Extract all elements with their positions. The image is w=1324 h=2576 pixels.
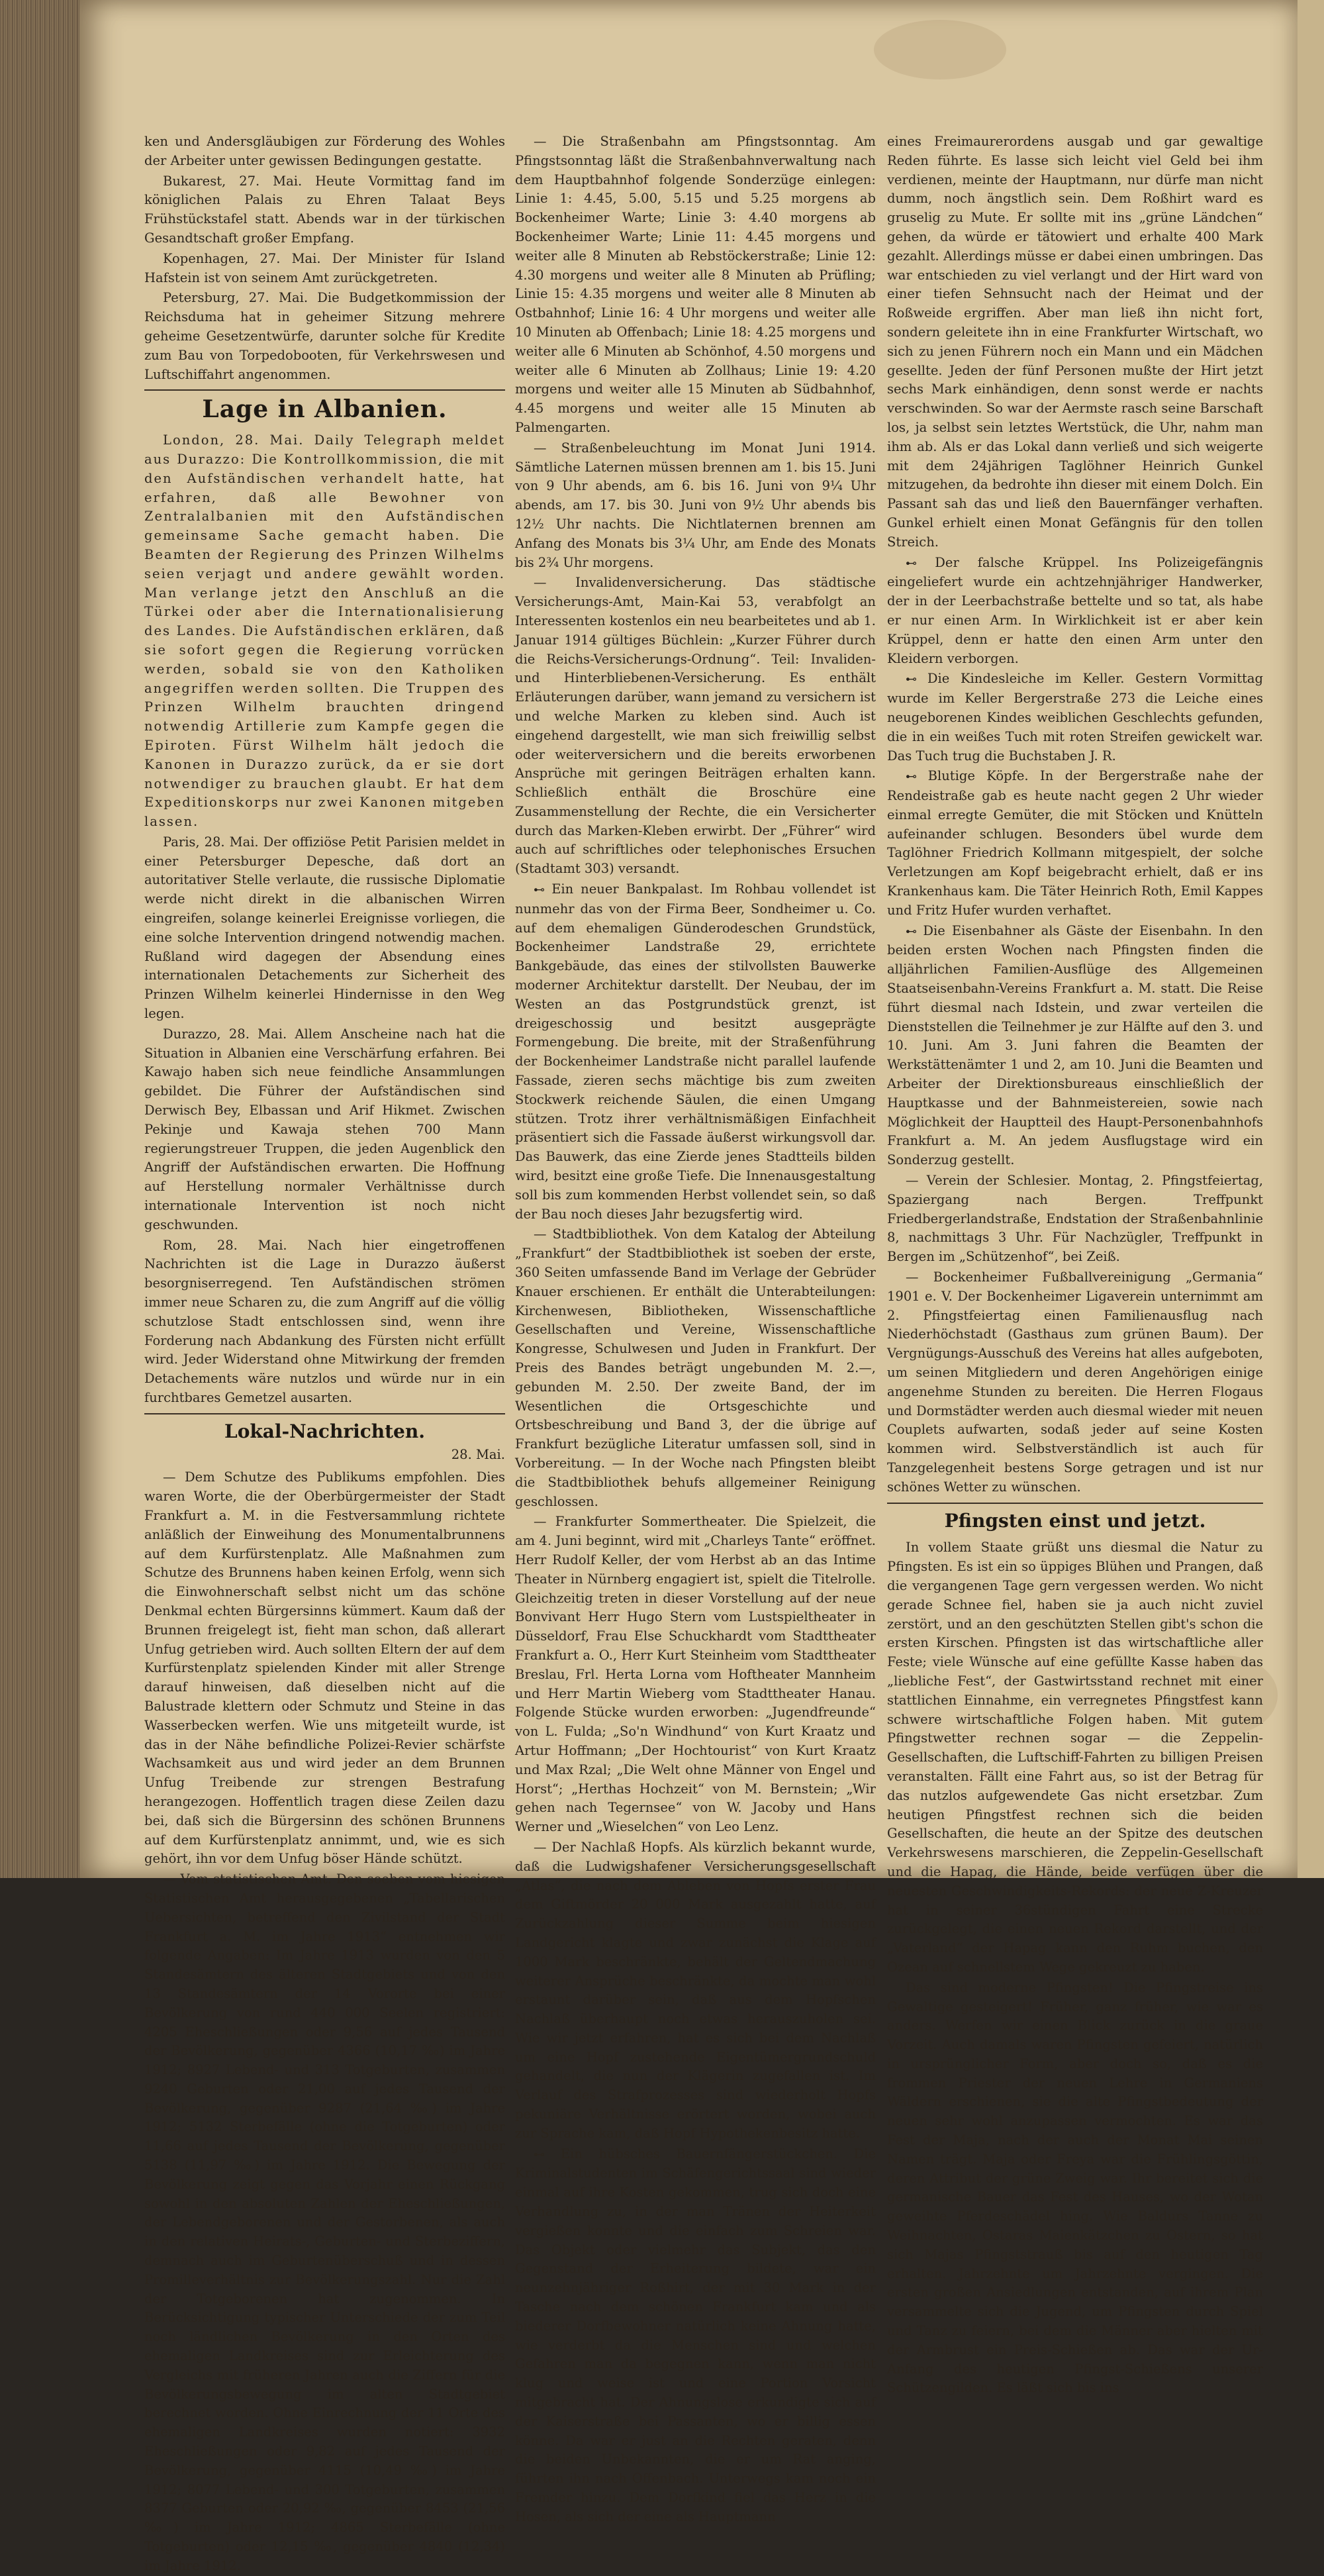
- book-volume-edge: [0, 0, 93, 1878]
- section-divider: [887, 1503, 1263, 1504]
- article-bankpalast: ⊷ Ein neuer Bankpalast. Im Rohbau vollendet ist nunmehr das von der Firma Beer, Sondheimer u. Co. auf dem ehemaligen Günderodeschen Grundstück, Bockenheimer Landstraße 29, errichtete Bankgebäude, das eines der stilvollsten Bauwerke moderner Architektur darstellt. Der Neubau, der im Westen an das Postgrundstück grenzt, ist dreigeschossig und besitzt ausgeprägte Formengebung. Die breite, mit der Straßenführung der Bockenheimer Landstraße nicht parallel laufende Fassade, zieren sechs mächtige bis zum zweiten Stockwerk reichende Säulen, die einen Umgang stützen. Trotz ihrer verhältnismäßigen Einfachheit präsentiert sich die Fassade äußerst wirkungsvoll dar. Das Bauwerk, das eine Zierde jenes Stadtteils bilden wird, besitzt eine große Tiefe. Die Innenausgestaltung soll bis zum kommenden Herbst vollendet sein, so daß der Bau noch dieses Jahr bezugsfertig wird.: [515, 881, 876, 1222]
- bullet-arrow-icon: ⊷: [906, 556, 935, 570]
- article-nachlass-hopf: — Der Nachlaß Hopfs. Als kürzlich bekannt wurde, daß die Ludwigshafener Versicherungsgesellschaft „Atlas“, die nach dem Ableben von Hopfs erster Frau dem Giftmörder 20 000 Mark ausgezahlt hatte, auf Zurückzahlung dieser Summe beim hiesigen Landgericht klagte und zwar zunächst die Klage auf 1000 Mark beschränkte, behält der Geltendmachung weiterer Ansprüche beschränkte, da mochte man wohl erstaunt darüber sein, daß aus dem Hopfschen Nachlaß überhaupt noch etwas herauszuholen sei. Wie wir jetzt erfahren, hat es sich bei dem Nachlaß um eine Hopf zustehende Eigentümergrundschuld gehandelt, die nun der Klägerin zugefallen ist. Im Verlauf des Strafprozesses sind wiederholt Hopfs pekuniäre Verhältnisse erörtert worden, wobei auch zur Sprache kam, daß Hopf Hypothekenbesitz hatte.: [515, 1839, 876, 2141]
- bullet-arrow-icon: ⊷: [534, 2148, 561, 2161]
- news-bukarest: Bukarest, 27. Mai. Heute Vormittag fand im königlichen Palais zu Ehren Talaat Beys Frühstückstafel statt. Abends war in der türkischen Gesandtschaft großer Empfang.: [144, 173, 505, 246]
- bullet-arrow-icon: ⊷: [906, 770, 928, 784]
- article-blutige-koepfe: ⊷ Blutige Köpfe. In der Bergerstraße nahe der Rendeistraße gab es heute nacht gegen 2 Uhr wieder einmal erregte Gemüter, die mit Stöcken und Knütteln aufeinander schlugen. Besonders übel wurde dem Taglöhner Friedrich Kollmann mitgespielt, der solche Verletzungen am Kopf beigebracht erhielt, daß er ins Krankenhaus kam. Die Täter Heinrich Roth, Emil Kappes und Fritz Hufer wurden verhaftet.: [887, 768, 1263, 918]
- article-kindesleiche: ⊷ Die Kindesleiche im Keller. Gestern Vormittag wurde im Keller Bergerstraße 273 die Leiche eines neugeborenen Kindes weiblichen Geschlechts gefunden, die in ein weißes Tuch mit roten Streifen gewickelt war. Das Tuch trug die Buchstaben J. R.: [887, 671, 1263, 764]
- heading-lokal-nachrichten: Lokal-Nachrichten.: [224, 1420, 425, 1442]
- news-durazzo: Durazzo, 28. Mai. Allem Anscheine nach hat die Situation in Albanien eine Verschärfung erfahren. Bei Kawajo haben sich neue feindliche Ansammlungen gebildet. Die Führer der Aufständischen sind Derwisch Bey, Elbassan und Arif Hikmet. Zwischen Pekinje und Kawaja stehen 700 Mann regierungstreuer Truppen, die jeden Augenblick den Angriff der Aufständischen erwarten. Die Hoffnung auf Herstellung normaler Verhältnisse durch internationale Intervention ist noch nicht geschwunden.: [144, 1026, 505, 1232]
- column-1: [144, 132, 505, 2573]
- facing-page-edge: [1298, 0, 1324, 1878]
- news-kopenhagen: Kopenhagen, 27. Mai. Der Minister für Island Hafstein ist von seinem Amt zurückgetreten.: [144, 250, 505, 285]
- news-petersburg: Petersburg, 27. Mai. Die Budgetkommission der Reichsduma hat in geheimer Sitzung mehrere geheime Gesetzentwürfe, darunter solche für Kredite zum Bau von Torpedobooten, für Verkehrswesen und Luftschiffahrt angenommen.: [144, 290, 505, 382]
- bullet-arrow-icon: ⊷: [906, 924, 923, 938]
- article-brunnen-schutz: — Dem Schutze des Publikums empfohlen. Dies waren Worte, die der Oberbürgermeister der Stadt Frankfurt a. M. in die Festversammlung richtete anläßlich der Einweihung des Monumentalbrunnens auf dem Kurfürstenplatz. Alle Maßnahmen zum Schutze des Brunnens haben keinen Erfolg, wenn sich die Einwohnerschaft selbst nicht um das schöne Denkmal echten Bürgersinns kümmert. Kaum daß der Brunnen freigelegt ist, fieht man schon, daß allerart Unfug getrieben wird. Auch sollten Eltern der auf dem Kurfürstenplatz spielenden Kinder mit aller Strenge darauf hinweisen, daß dieselben nicht auf die Balustrade klettern oder Schmutz und Steine in das Wasserbecken werfen. Wie uns mitgeteilt wurde, ist das in der Nähe befindliche Polizei-Revier schärfste Wachsamkeit aus und wird jeder an dem Brunnen Unfug Treibende zur strengen Bestrafung herangezogen. Hoffentlich tragen diese Zeilen dazu bei, daß sich die Bürgersinn des schönen Brunnens auf dem Kurfürstenplatz annimmt, und, wie es sich gehört, ihn vor dem Unfug böser Hände schützt.: [144, 1469, 505, 1867]
- bullet-arrow-icon: ⊷: [534, 883, 552, 897]
- article-invalidenversicherung: — Invalidenversicherung. Das städtische Versicherungs-Amt, Main-Kai 53, verabfolgt an Interessenten kostenlos ein neu bearbeitetes und ab 1. Januar 1914 gültiges Büchlein: „Kurzer Führer durch die Reichs-Versicherungs-Ordnung“. Teil: Invaliden- und Hinterbliebenen-Versicherung. Es enthält Erläuterungen darüber, wann jemand zu versichern ist und welche Marken zu kleben sind. Auch ist eingehend dargestellt, wie man sich freiwillig selbst oder weiterversichern und die bereits erworbenen Ansprüche mit geringen Beiträgen erhalten kann. Schließlich enthält die Broschüre eine Zusammenstellung der Rechte, die ein Versicherter durch das Marken-Kleben erwirbt. Der „Führer“ wird auch auf schriftliches oder telephonisches Ersuchen (Stadtamt 303) versandt.: [515, 575, 876, 877]
- article-pfingsten-p1: In vollem Staate grüßt uns diesmal die Natur zu Pfingsten. Es ist ein so üppiges Blühen und Prangen, daß die vergangenen Tage gern vergessen werden. Wo nicht gerade Schnee fiel, haben sie ja auch nicht zuviel zerstört, und an den geschützten Stellen gibt's schon die ersten Kirschen. Pfingsten ist das wirtschaftliche aller Feste; viele Wünsche auf eine gefüllte Kasse haben das „liebliche Fest“, der Gastwirtsstand rechnet mit einer stattlichen Einnahme, ein verregnetes Pfingstfest kann schwere wirtschaftliche Folgen haben. Mit gutem Pfingstwetter rechnen sogar — die Zeppelin-Gesellschaften, die Luftschiff-Fahrten zu billigen Preisen veranstalten. Fällt eine Fahrt aus, so ist der Betrag für das nutzlos aufgewendete Gas nicht ersetzbar. Zum heutigen Pfingstfest rechnen sich die beiden Gesellschaften, die heute an der Spitze des deutschen Verkehrswesens marschieren, die Zeppelin-Gesellschaft und die Hapag, die Hände, beide verfügen über die neuesten Geschwindigkeits-Rekords: der neue Z-Kreuzer hat in seiner 36stündigen Fahrt eine Strecke zurückgelegt, die einen neuen Rekord darstellt, und der „Vaterland“ der Hapag kann den Ruhm buchen, den Ozean auf schnellstem Wege gekreuzt zu haben.: [887, 1540, 1263, 1975]
- news-rom: Rom, 28. Mai. Nach hier eingetroffenen Nachrichten ist die Lage in Durazzo äußerst besorgniserregend. Ten Aufständischen strömen immer neue Scharen zu, die zum Angriff auf die völlig schutzlose Stadt entschlossen sind, wenn ihre Forderung nach Abdankung des Fürsten nicht erfüllt wird. Jeder Widerstand ohne Mitwirkung der fremden Detachements wäre nutzlos und würde nur in ein furchtbares Gemetzel ausarten.: [144, 1237, 505, 1405]
- bullet-arrow-icon: ⊷: [906, 673, 927, 687]
- article-stadtbibliothek: — Stadtbibliothek. Von dem Katalog der Abteilung „Frankfurt“ der Stadtbibliothek ist soeben der erste, 360 Seiten umfassende Band im Verlage der Gebrüder Knauer erschienen. Er enthält die Unterabteilungen: Kirchenwesen, Bibliotheken, Wissenschaftliche Gesellschaften und Vereine, Wissenschaftliche Kongresse, Schulwesen und Juden in Frankfurt. Der Preis des Bandes beträgt ungebunden M. 2.—, gebunden M. 2.50. Der zweite Band, der im Wesentlichen die Ortsgeschichte und Ortsbeschreibung und Band 3, der die übrige auf Frankfurt bezügliche Literatur umfassen soll, sind in Vorbereitung. — In der Woche nach Pfingsten bleibt die Stadtbibliothek behufs allgemeiner Reinigung geschlossen.: [515, 1226, 876, 1509]
- article-continuation: eines Freimaurerordens ausgab und gar gewaltige Reden führte. Es lasse sich leicht viel Geld bei ihm verdienen, meinte der Hauptmann, nur dürfe man nicht dumm, noch ängstlich sein. Dem Roßhirt ward es gruselig zu Mute. Er sollte mit ins „grüne Ländchen“ gehen, da würde er tätowiert und erhalte 400 Mark gezahlt. Allerdings müsse er dabei einen umbringen. Das war entschieden zu viel verlangt und der Hirt ward von einer tiefen Sehnsucht nach der Heimat und der Roßweide ergriffen. Aber man ließ ihn nicht fort, sondern geleitete ihn in eine Frankfurter Wirtschaft, wo sich zu jenen Führern noch ein Mann und ein Mädchen gesellte. Jeden der fünf Personen mußte der Hirt jetzt sechs Mark einhändigen, denn sonst werde er nachts verschwinden. So war der Aermste rasch seine Barschaft los, ja selbst sein letztes Wertstück, die Uhr, nahm man ihm ab. Als er das Lokal dann verließ und sich weigerte mit dem 24jährigen Taglöhner Heinrich Gunkel mitzugehen, da bedrohte ihn dieser mit einem Dolch. Ein Passant sah das und ließ den Bauernfänger verhaften. Gunkel erhielt einen Monat Gefängnis für den tollen Streich.: [887, 134, 1263, 550]
- article-falscher-krueppel: ⊷ Der falsche Krüppel. Ins Polizeigefängnis eingeliefert wurde ein achtzehnjähriger Handwerker, der in der Leerbachstraße bettelte und so tat, als habe er nur einen Arm. In Wirklichkeit ist er aber kein Krüppel, denn er hatte den einen Arm unter den Kleidern verborgen.: [887, 554, 1264, 666]
- article-continuation: ken und Andersgläubigen zur Förderung des Wohles der Arbeiter unter gewissen Bedingungen gestatte.: [144, 134, 505, 168]
- article-statistisches-amt: — Vom statistischen Amt. Den soeben vom hiesigen Statistischen Amt herausgegebenen „Tabellarischen Uebersichten, betreffend den Zivilstand der Stadt Frankfurt a. M. im Jahre 1913“ entnehmen wir folgende Angaben: Im Jahre 1913 wurden von den 5 Standesämtern des älteren Stadtgebiets und von den 13 Standesämtern der 14 Vororte bei einer Bevölkerung von rund 440 000 Seelen registriert: 4205 Eheschließungen oder 9,56 auf jedes Tausend der Bevölkerung, gegenüber 4366 (10,17 ‰) im Jahre 1912; 8927 Lebend- und 313 Totgeburten, zusammen 9240 Geburten oder 21,00 auf jedes Tausend der Bevölkerung, gegenüber 9287 (21,64 ‰) im Jahre 1912; 5132 Sterbefälle (ohne die Totgeburten) oder 11,66 auf jedes Tausend der Bevölkerung, gegenüber 5138 (11,97 ‰) im Jahre 1912. Die Bewegung der Bevölkerung zeigt gegen das Vorjahr einen Rückgang sowohl in den absoluten Zahlen der Eheschließungen, der Lebendgeborenen und der Gestorbenen, als auch in den relativen Heirats-, Geburten- und Sterbeziffern, demnach auch im Geburtenüberschuß und in dessen Promilleverhältnis zur Bevölkerungszahl. Nur die Zahl der Totgeborenen hat zugenommen. In Berücksichtigung typischer Unterschiede der zum Teil noch ländlichen Bevölkerung in den Orten des ehemaligen Landkreises sind zur Erleichterung des Vergleichs mit früheren Jahren auch die Ziffern für die Bevölkerungsbewegung im alten Stadtgebiet berechnet worden. Ohne Einrechnung der 11 Orte des ehemaligen Landkreises wurden notiert: 3932 Eheschließungen oder 9,82 auf jedes Tausend der Bevölkerung, gegenüber 4115 (10,49 ‰) im Jahre 1912; 8077 Lebend- und 300 Totgeburten, zusammen 8377 Geburten oder 20,92 ‰, gegenüber 8453 (21,56 ‰) im Jahre 1912; 4865 Sterbefälle (ohne Totgeburten) oder 12,15 ‰, gegenüber 4840 (12,34) im Jahre 1912.: [144, 1871, 505, 2573]
- section-divider: [144, 389, 505, 391]
- article-sommertheater: — Frankfurter Sommertheater. Die Spielzeit, die am 4. Juni beginnt, wird mit „Charleys Tante“ eröffnet. Herr Rudolf Keller, der vom Herbst ab an das Intime Theater in Nürnberg engagiert ist, spielt die Titelrolle. Gleichzeitig treten in dieser Vorstellung auf der neue Bonvivant Herr Hugo Stern vom Lustspieltheater in Düsseldorf, Frau Else Schuckhardt vom Stadttheater Frankfurt a. O., Herr Kurt Steinheim vom Stadttheater Breslau, Frl. Herta Lorna vom Hoftheater Mannheim und Herr Martin Wieberg vom Stadttheater Hanau. Folgende Stücke wurden erworben: „Jugendfreunde“ von L. Fulda; „So'n Windhund“ von Kurt Kraatz und Artur Hoffmann; „Der Hochtourist“ von Kurt Kraatz und Max Rzal; „Die Welt ohne Männer von Engel und Horst“; „Herthas Hochzeit“ von M. Bernstein; „Wir gehen nach Tegernsee“ von W. Jacoby und Hans Werner und „Wieselchen“ von Leo Lenz.: [515, 1514, 876, 1835]
- section-divider: [144, 1413, 505, 1414]
- news-paris: Paris, 28. Mai. Der offiziöse Petit Parisien meldet in einer Petersburger Depesche, daß dort an autoritativer Stelle verlaute, die russische Diplomatie werde nicht direkt in die albanischen Wirren eingreifen, solange keinerlei Ereignisse vorliegen, die eine solche Intervention dringend notwendig machen. Rußland wird dagegen der Absendung eines internationalen Detachements zur Sicherheit des Prinzen Wilhelm keinerlei Hindernisse in den Weg legen.: [144, 834, 505, 1022]
- paper-stain: [874, 20, 1006, 79]
- article-strassenbahn: — Die Straßenbahn am Pfingstsonntag. Am Pfingstsonntag läßt die Straßenbahnverwaltung nach dem Hauptbahnhof folgende Sonderzüge einlegen: Linie 1: 4.45, 5.00, 5.15 und 5.25 morgens ab Bockenheimer Warte; Linie 3: 4.40 morgens ab Bockenheimer Warte; Linie 11: 4.45 morgens und weiter alle 8 Minuten ab Rebstöckerstraße; Linie 12: 4.30 morgens und weiter alle 8 Minuten ab Prüfling; Linie 15: 4.35 morgens und weiter alle 8 Minuten ab Ostbahnhof; Linie 16: 4 Uhr morgens und weiter alle 10 Minuten ab Offenbach; Linie 18: 4.25 morgens und weiter alle 6 Minuten ab Schönhof, 4.50 morgens und weiter alle 6 Minuten ab Zollhaus; Linie 19: 4.20 morgens und weiter alle 15 Minuten ab Südbahnhof, 4.45 morgens und weiter alle 15 Minuten ab Palmengarten.: [515, 134, 876, 435]
- news-london: London, 28. Mai. Daily Telegraph meldet aus Durazzo: Die Kontrollkommission, die mit den Aufständischen verhandelt hatte, hat erfahren, daß alle Bewohner von Zentralalbanien mit den Aufständischen gemeinsame Sache gemacht haben. Die Beamten der Regierung des Prinzen Wilhelms seien verjagt und andere gewählt worden. Man verlange jetzt den Anschluß an die Türkei oder aber die Internationalisierung des Landes. Die Aufständischen erklären, daß sie sofort gegen die Regierung vorrücken werden, sobald sie von den Katholiken angegriffen werden sollten. Die Truppen des Prinzen Wilhelm brauchten dringend notwendig Artillerie zum Kampfe gegen die Epiroten. Fürst Wilhelm hält jedoch die Kanonen in Durazzo zurück, da er sie dort notwendiger zu brauchen glaubt. Er hat dem Expeditionskorps nur zwei Kanonen mitgeben lassen.: [144, 432, 505, 830]
- article-verein-schlesier: — Verein der Schlesier. Montag, 2. Pfingstfeiertag, Spaziergang nach Bergen. Treffpunkt Friedbergerlandstraße, Endstation der Straßenbahnlinie 8, nachmittags 3 Uhr. Für Nachzügler, Treffpunkt in Bergen im „Schützenhof“, bei Zeiß.: [887, 1173, 1263, 1265]
- article-strassenbeleuchtung: — Straßenbeleuchtung im Monat Juni 1914. Sämtliche Laternen müssen brennen am 1. bis 15. Juni von 9 Uhr abends, am 6. bis 16. Juni von 9¼ Uhr abends, am 17. bis 30. Juni von 9½ Uhr abends bis 12½ Uhr nachts. Die Nichtlaternen brennen am Anfang des Monats bis 3¼ Uhr, am Ende des Monats bis 2¾ Uhr morgens.: [515, 440, 876, 570]
- heading-albanien: Lage in Albanien.: [202, 395, 448, 424]
- article-bauernfaenger: ⊷ Ein hübsches Bauernfängerstückchen. Die Kriminalstudenten im Schäfengerichtssaal sind wieder einmal auf ihre Kosten gekommen, trug sich doch eine Verhandlung zu, in der man Tränen der Heiterkeit vergießen konnte und die einfach zum Schreien war. Das Objekt oder vielmehr das Subjekt, das den Gegenstand der Erheiterung bildete, war ein neunzehnjähriger Roßhirt, der mit 30 Mark in der Tasche nach dem schönen Frankfurt kam und als biederer Dorfbewohner natürlich keine Ahnung hatte, wie verderbt da die Menschen sind und welchen Gefahren man da begegnen kann, wenn man nicht klug und weise ist und eine Portion Vorsicht mitgebracht hat. Der Ahnungslose erkundigte sich auf der Kaiserstraße bei Passanten, wo er billig essen könne. Da war er just an die Rechten geraten, denn die beiden Unbekannten, die er um Rat anging, führten ihn nach Offenbach. Unterwegs kam noch ein Fremder hinzu. Dem Dorfkind fiel das Herz in die Hosen, als sich der eine als Hauptmann: [515, 2146, 876, 2524]
- lokal-date: 28. Mai.: [451, 1446, 505, 1462]
- heading-pfingsten: Pfingsten einst und jetzt.: [944, 1509, 1206, 1532]
- article-fussballvereinigung: — Bockenheimer Fußballvereinigung „Germania“ 1901 e. V. Der Bockenheimer Ligaverein unternimmt am 2. Pfingstfeiertag einen Familienausflug nach Niederhöchstadt (Gasthaus zum grünen Baum). Der Vergnügungs-Ausschuß des Vereins hat alles aufgeboten, um seinen Mitgliedern und deren Angehörigen einige angenehme Stunden zu bereiten. Die Herren Flogaus und Dormstädter werden auch diesmal wieder mit neuen Couplets aufwarten, sodaß jeder auf seine Kosten kommen wird. Selbstverständlich ist auch für Tanzgelegenheit bestens Sorge getragen und ist nur schönes Wetter zu wünschen.: [887, 1269, 1263, 1495]
- article-eisenbahner: ⊷ Die Eisenbahner als Gäste der Eisenbahn. In den beiden ersten Wochen nach Pfingsten finden die alljährlichen Familien-Ausflüge des Allgemeinen Staatseisenbahn-Vereins Frankfurt a. M. statt. Die Reise führt diesmal nach Idstein, und zwar verteilen die Dienststellen die Teilnehmer je zur Hälfte auf den 3. und 10. Juni. Am 3. Juni fahren die Beamten der Werkstättenämter 1 und 2, am 10. Juni die Beamten und Arbeiter der Direktionsbureaus einschließlich der Hauptkasse und der Bahnmeistereien, sowie nach Möglichkeit der Hauptteil des Haupt-Personenbahnhofs Frankfurt a. M. An jedem Ausflugstage wird ein Sonderzug gestellt.: [887, 922, 1263, 1168]
- article-pfingsten-p2: Das sind moderne Pfingsten! Die Pfingstreise ins Gewaltige gesteigert! Früher, ganz früher, wie war es anders. Werfen wir einen Blick zurück in die graue Vorzeit. Auch damals waren Pfingsten gefeiert, natürlich in ursprünglicher Form, aber doch so, daß es die frommen Priester der neuen Lehre in Germaniens Wäldern erschienen, sie die alte Pfingstbedeutung der neuen sehr wohl anzupassen vermochten. Es war das Fest der Maja, nach der auch der Monat Mai seinen Namen trägt. Maja oder Freya war die Frühlingsgöttin, deren Attribut der grüne Zweig war. Ihr bereitet sich die germanische Bauer das Fest des Hauses, wo der Wotan geweihte Pferdeschädel hing. Wie Baldurs Tanne zu Weihnachten, Ostaras Maienkätzchen zu Ostern, so hat sich Majas Pfingststrauß bis auf den heutigen Tag erhalten. Jahrzehnte um Jahrzehnte vergingen. Die ersten großen Ansiedlungen entstanden, auf ihrem Plan versammelte sich die Jugend, um Pfingsten durch Spiel und Tanz zu feiern, bei dem die Männer aber hielten mit der Armbrust ein Preis-Schießen ab. Das war der Ur-Anfang des heutigen Pfingst-Schießens unserer Schützengilden. Es läßt sich bis ins: [887, 1979, 1263, 2396]
- column-2: [515, 132, 876, 2524]
- column-3: [887, 132, 1264, 2396]
